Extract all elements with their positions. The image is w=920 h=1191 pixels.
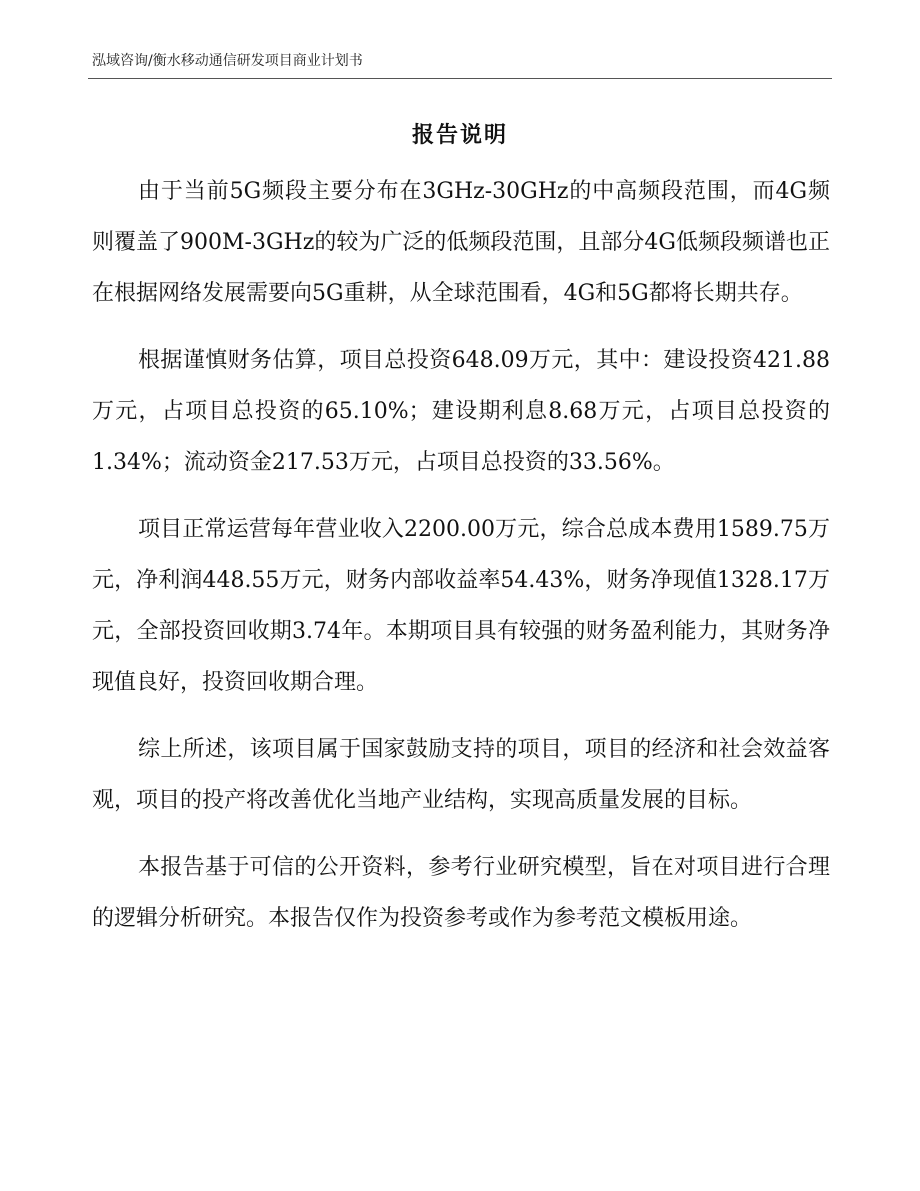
page-title: 报告说明 [411, 123, 508, 148]
running-header: 泓域咨询/衡水移动通信研发项目商业计划书 [92, 53, 363, 69]
body-text [92, 166, 830, 960]
paragraph-summary: 综上所述，该项目属于国家鼓励支持的项目，项目的经济和社会效益客观，项目的投产将改善优化当地产业结构，实现高质量发展的目标。 [92, 737, 830, 813]
paragraph-disclaimer: 本报告基于可信的公开资料，参考行业研究模型，旨在对项目进行合理的逻辑分析研究。本报告仅作为投资参考或作为参考范文模板用途。 [92, 855, 830, 931]
paragraph-investment: 根据谨慎财务估算，项目总投资648.09万元，其中：建设投资421.88万元，占项目总投资的65.10%；建设期利息8.68万元，占项目总投资的1.34%；流动资金217.53万元，占项目总投资的33.56%。 [92, 348, 830, 475]
paragraph-revenue: 项目正常运营每年营业收入2200.00万元，综合总成本费用1589.75万元，净利润448.55万元，财务内部收益率54.43%，财务净现值1328.17万元，全部投资回收期3.74年。本期项目具有较强的财务盈利能力，其财务净现值良好，投资回收期合理。 [92, 517, 830, 695]
header-divider [88, 78, 832, 79]
paragraph-spectrum: 由于当前5G频段主要分布在3GHz-30GHz的中高频段范围，而4G频则覆盖了900M-3GHz的较为广泛的低频段范围，且部分4G低频段频谱也正在根据网络发展需要向5G重耕，从全球范围看，4G和5G都将长期共存。 [92, 179, 830, 306]
